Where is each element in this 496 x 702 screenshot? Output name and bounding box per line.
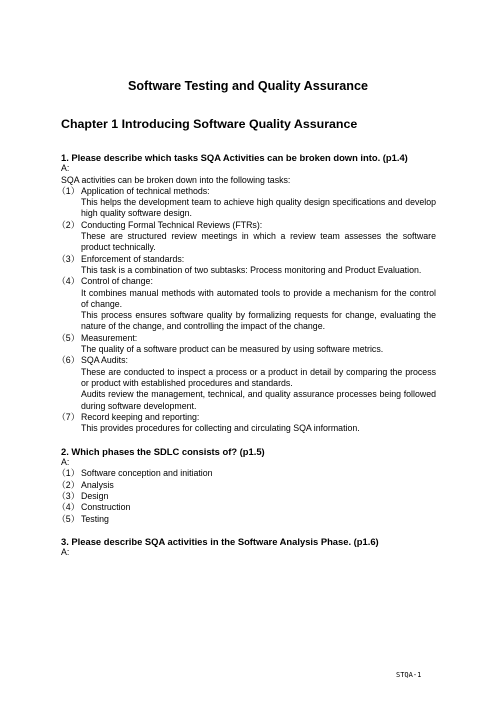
item-text: The quality of a software product can be measured by using software metrics.	[81, 344, 384, 355]
page-footer: STQA-1	[396, 671, 422, 679]
item-number: （5）	[57, 332, 80, 343]
item-text: These are conducted to inspect a process or a product in detail by comparing the process or product with established procedures and standards.	[81, 366, 436, 388]
item-number: （1）	[57, 185, 80, 196]
answer-label-1: A:	[61, 163, 70, 174]
q2-item	[57, 513, 436, 525]
item-text: Design	[81, 490, 109, 501]
q2-item	[57, 490, 436, 502]
item-number: （1）	[57, 468, 80, 479]
item-text: This provides procedures for collecting and circulating SQA information.	[81, 423, 360, 434]
item-heading: Enforcement of standards:	[81, 253, 185, 264]
item-number: （5）	[57, 513, 80, 524]
item-text: Analysis	[81, 479, 114, 490]
q1-item	[57, 332, 436, 344]
item-text: It combines manual methods with automated tools to provide a mechanism for the control of change.	[81, 287, 436, 309]
item-text: This task is a combination of two subtasks: Process monitoring and Product Evaluation.	[81, 264, 422, 275]
question-3: 3. Please describe SQA activities in the Software Analysis Phase. (p1.6)	[61, 536, 379, 548]
item-number: （4）	[57, 276, 80, 287]
item-heading: Control of change:	[81, 276, 153, 287]
item-number: （2）	[57, 219, 80, 230]
item-number: （3）	[57, 490, 80, 501]
question-1: 1. Please describe which tasks SQA Activities can be broken down into. (p1.4)	[61, 152, 408, 163]
q1-item	[57, 411, 436, 423]
item-number: （2）	[57, 479, 80, 490]
q1-item	[57, 355, 436, 366]
item-text: Software conception and initiation	[81, 468, 213, 479]
item-heading: SQA Audits:	[81, 355, 128, 366]
item-number: （7）	[57, 411, 80, 422]
chapter-heading: Chapter 1 Introducing Software Quality Assurance	[61, 117, 358, 131]
item-text: This process ensures software quality by formalizing requests for change, evaluating the nature of the change, and controlling the impact of the change.	[81, 310, 436, 332]
q1-item	[57, 219, 436, 231]
q2-item	[57, 502, 436, 513]
item-text: These are structured review meetings in which a review team assesses the software product technically.	[81, 231, 436, 253]
document-body	[57, 152, 436, 559]
item-heading: Measurement:	[81, 332, 138, 343]
document-title: Software Testing and Quality Assurance	[127, 79, 369, 93]
item-heading: Record keeping and reporting:	[81, 411, 200, 422]
item-number: （6）	[57, 355, 80, 366]
answer-label-2: A:	[61, 457, 70, 468]
item-heading: Application of technical methods:	[81, 185, 210, 196]
q1-item	[57, 276, 436, 287]
item-text: Testing	[81, 513, 109, 524]
answer-label-3: A:	[61, 547, 70, 558]
item-text: Audits review the management, technical, and quality assurance processes being followed during software development.	[81, 389, 436, 411]
item-number: （3）	[57, 253, 80, 264]
q1-item	[57, 185, 436, 197]
item-number: （4）	[57, 502, 80, 513]
item-text: Construction	[81, 502, 131, 513]
q2-item	[57, 479, 436, 491]
item-text: This helps the development team to achieve high quality design specifications and develop high quality software design.	[81, 197, 436, 219]
q1-intro: SQA activities can be broken down into the following tasks:	[61, 174, 291, 185]
question-2: 2. Which phases the SDLC consists of? (p1.5)	[61, 445, 265, 457]
q1-item	[57, 253, 436, 265]
item-heading: Conducting Formal Technical Reviews (FTRs):	[81, 219, 263, 230]
q2-item	[57, 468, 436, 479]
